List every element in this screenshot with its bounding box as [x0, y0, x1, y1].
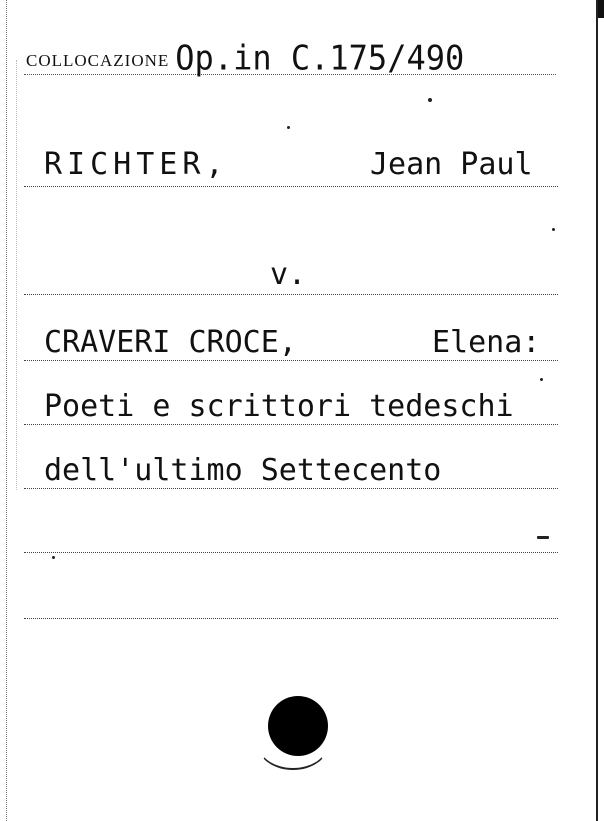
author-surname: RICHTER,	[44, 147, 229, 182]
title-line-2: dell'ultimo Settecento	[44, 453, 442, 488]
scan-edge-right-top	[598, 0, 604, 18]
subject-surname: CRAVERI CROCE,	[44, 325, 297, 360]
rule-line-title-1	[24, 424, 558, 425]
collocazione-value: Op.in C.175/490	[175, 38, 465, 78]
rule-line-empty-2	[24, 618, 558, 619]
scan-edge-right	[596, 0, 598, 821]
scan-speck	[552, 228, 555, 231]
scan-speck	[537, 536, 549, 539]
punch-hole	[268, 696, 328, 756]
rule-line-author	[24, 186, 558, 187]
scan-speck	[287, 126, 290, 129]
scan-speck	[52, 556, 55, 559]
scan-speck	[428, 98, 432, 102]
subject-given-name: Elena:	[432, 325, 541, 360]
rule-line-subject	[24, 360, 558, 361]
rule-line-relation	[24, 294, 558, 295]
rule-line-title-2	[24, 488, 558, 489]
title-line-1: Poeti e scrittori tedeschi	[44, 389, 514, 424]
rule-line-empty-1	[24, 552, 558, 553]
scan-speck	[540, 378, 543, 381]
author-given-name: Jean Paul	[370, 147, 533, 182]
scan-edge-left-inner	[16, 60, 17, 490]
scan-edge-left	[6, 0, 7, 821]
collocazione-row	[24, 28, 556, 78]
collocazione-label: COLLOCAZIONE	[26, 51, 170, 70]
relation-mark: v.	[270, 257, 307, 292]
